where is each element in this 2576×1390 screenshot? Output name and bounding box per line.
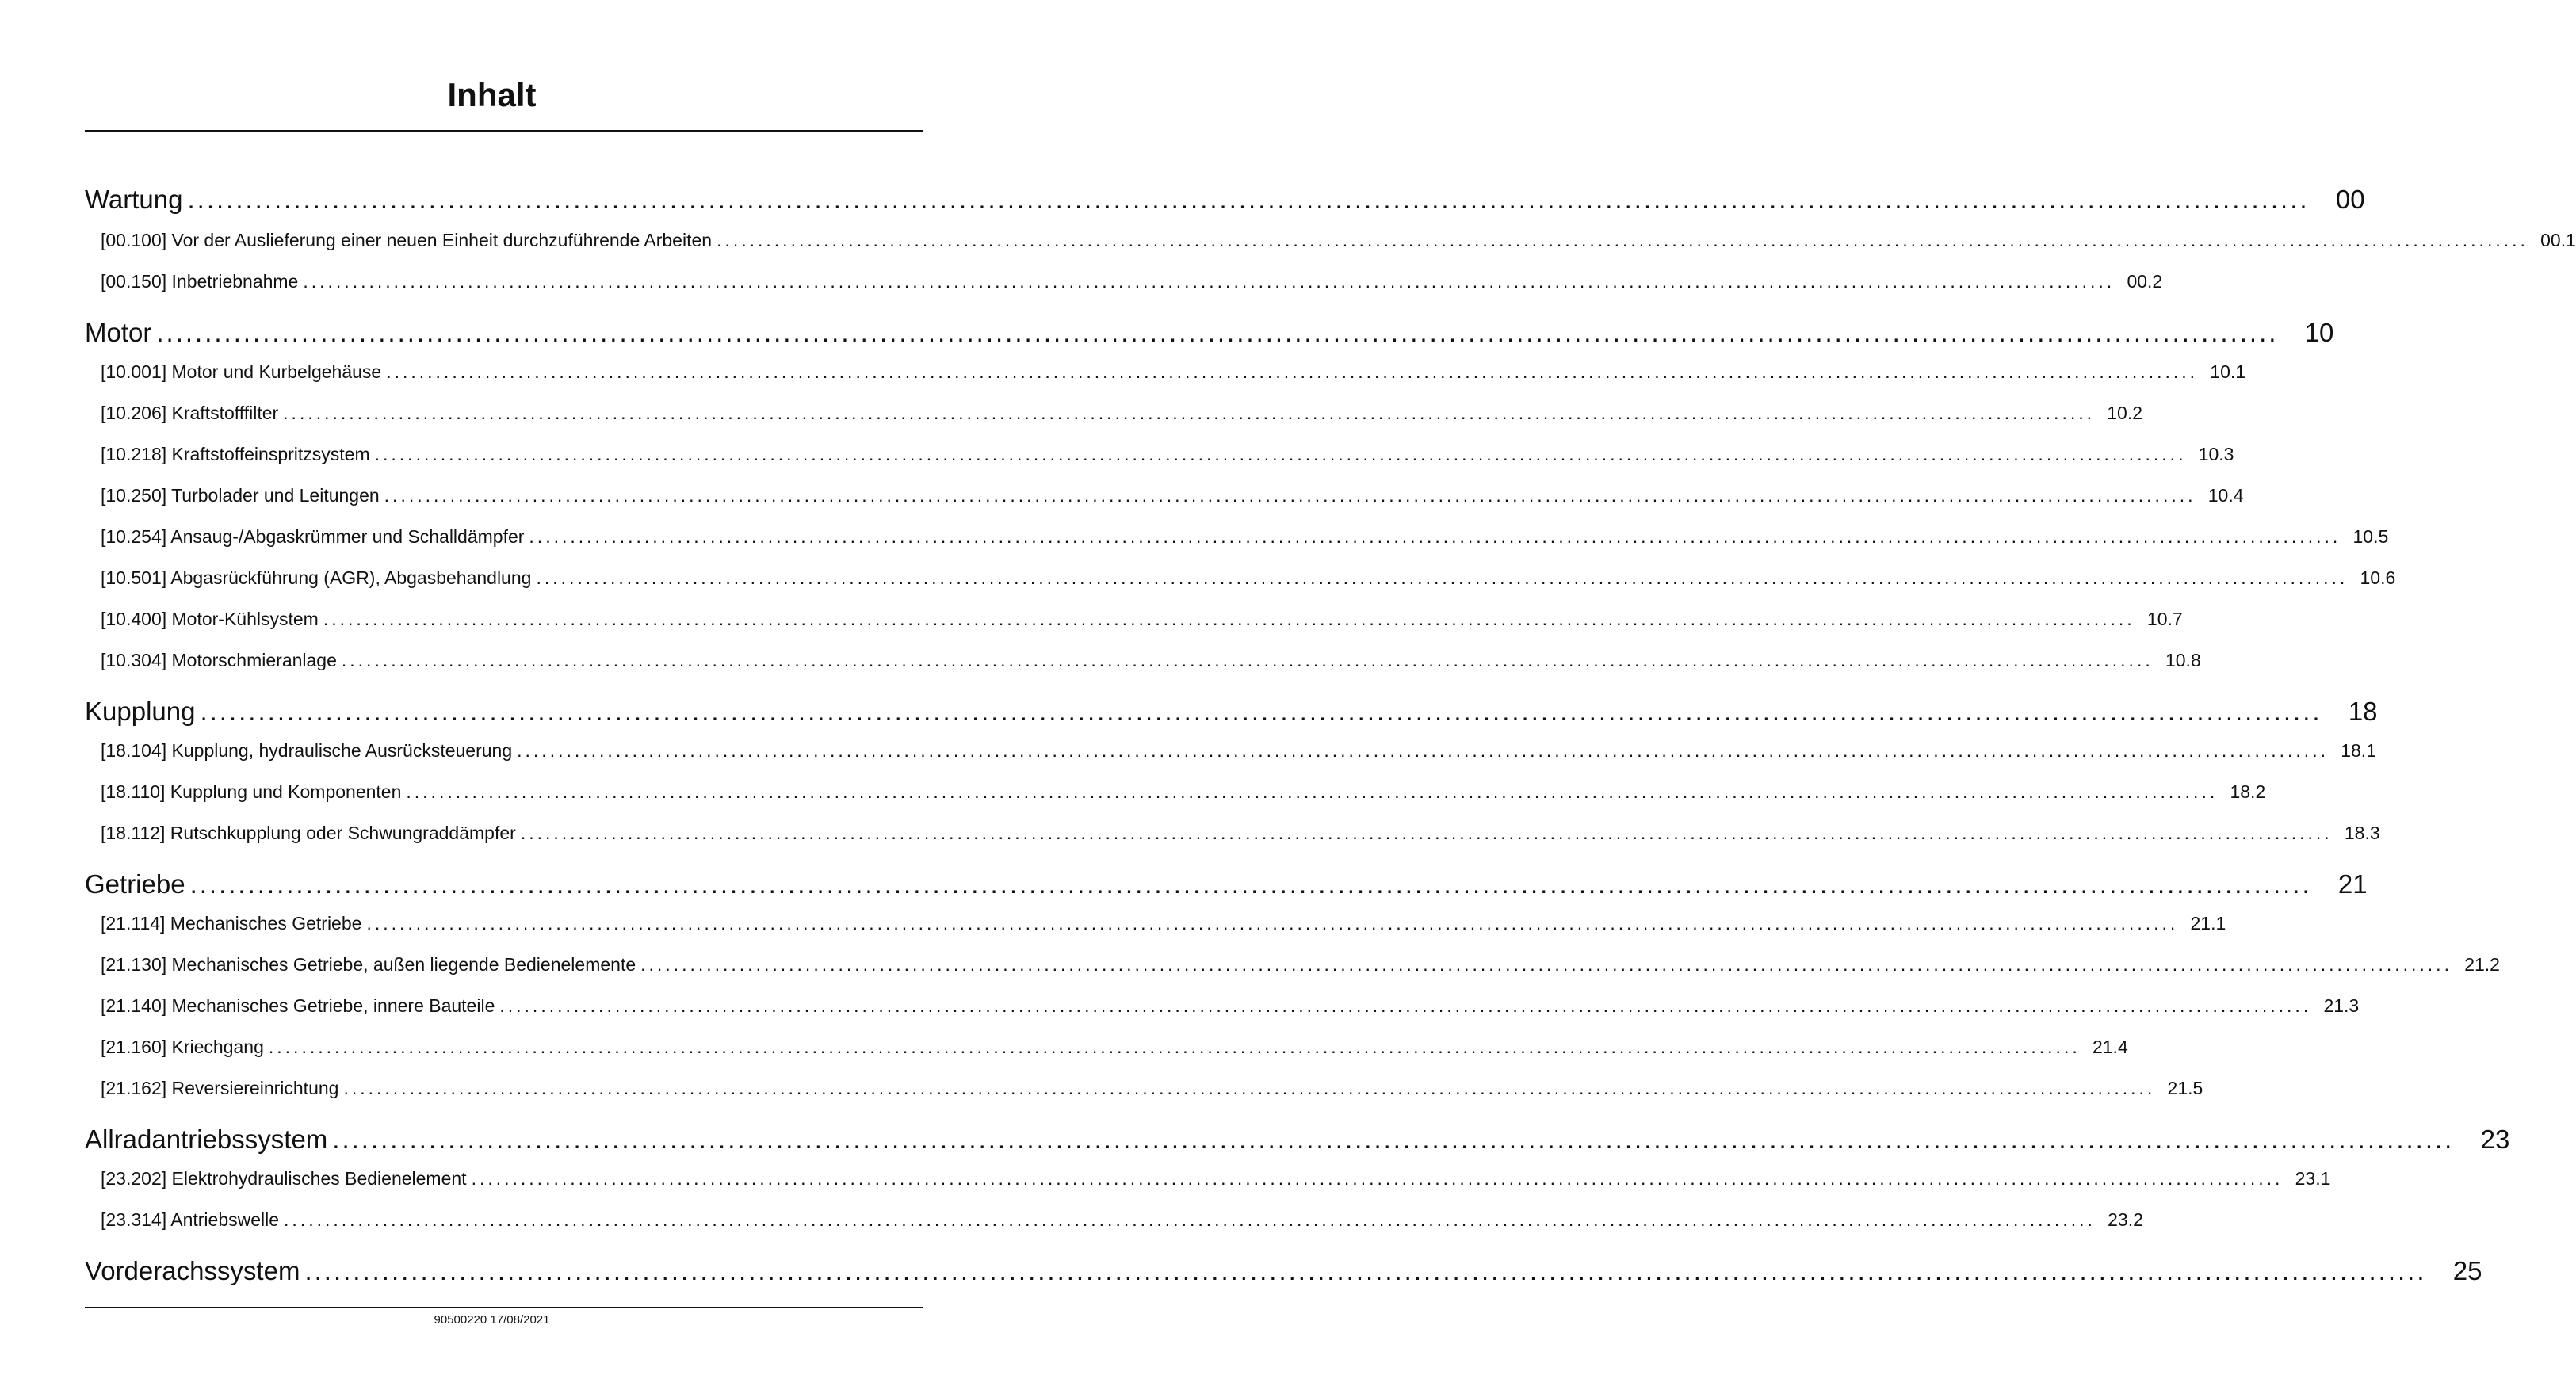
toc-entry-label: [23.202] Elektrohydraulisches Bedienelement bbox=[101, 1168, 467, 1189]
toc-subsection-entry[interactable] bbox=[101, 1076, 2203, 1100]
toc-entry-label: [10.304] Motorschmieranlage bbox=[101, 650, 337, 670]
toc-entry-label: [10.501] Abgasrückführung (AGR), Abgasbehandlung bbox=[101, 567, 532, 588]
toc-entry-label: Motor bbox=[85, 318, 152, 347]
toc-subsection-entry[interactable] bbox=[101, 566, 2396, 590]
toc-entry-page: 18.3 bbox=[2344, 823, 2380, 843]
toc-entry-page: 10.8 bbox=[2165, 650, 2201, 670]
toc-dot-leader: ............................................................................................................................................................................................................................ bbox=[283, 403, 2096, 423]
toc-dot-leader: ............................................................................................................................................................................................................................ bbox=[304, 1256, 2427, 1285]
toc-entry-page: 25 bbox=[2452, 1256, 2482, 1285]
toc-subsection-entry[interactable] bbox=[101, 739, 2376, 762]
toc-entry-label: [21.114] Mechanisches Getriebe bbox=[101, 913, 362, 934]
toc-dot-leader: ............................................................................................................................................................................................................................ bbox=[189, 869, 2312, 899]
toc-subsection-entry[interactable] bbox=[101, 483, 2244, 507]
toc-entry-label: [00.150] Inbetriebnahme bbox=[101, 271, 299, 292]
toc-entry-label: Kupplung bbox=[85, 697, 196, 726]
toc-dot-leader: ............................................................................................................................................................................................................................ bbox=[499, 995, 2312, 1016]
page-title: Inhalt bbox=[447, 76, 537, 113]
toc-dot-leader: ............................................................................................................................................................................................................................ bbox=[341, 650, 2154, 670]
toc-entry-label: [21.162] Reversiereinrichtung bbox=[101, 1078, 339, 1098]
toc-entry-page: 21 bbox=[2337, 869, 2368, 899]
toc-entry-page: 21.1 bbox=[2190, 913, 2226, 934]
toc-dot-leader: ............................................................................................................................................................................................................................ bbox=[386, 361, 2199, 382]
toc-dot-leader: ............................................................................................................................................................................................................................ bbox=[323, 609, 2135, 629]
toc-subsection-entry[interactable] bbox=[101, 911, 2226, 935]
toc-entry-page: 10.4 bbox=[2207, 485, 2244, 506]
toc-section-entry[interactable] bbox=[85, 696, 2378, 727]
toc-dot-leader: ............................................................................................................................................................................................................................ bbox=[536, 567, 2349, 588]
toc-dot-leader: ............................................................................................................................................................................................................................ bbox=[268, 1037, 2081, 1057]
toc-entry-page: 18.1 bbox=[2341, 740, 2376, 761]
toc-subsection-entry[interactable] bbox=[101, 780, 2266, 804]
toc-subsection-entry[interactable] bbox=[101, 994, 2360, 1018]
toc-dot-leader: ............................................................................................................................................................................................................................ bbox=[187, 185, 2310, 214]
toc-subsection-entry[interactable] bbox=[101, 953, 2500, 976]
toc-entry-label: Wartung bbox=[85, 185, 183, 214]
toc-dot-leader: ............................................................................................................................................................................................................................ bbox=[384, 485, 2196, 506]
toc-entry-label: [10.400] Motor-Kühlsystem bbox=[101, 609, 319, 629]
toc-entry-page: 00 bbox=[2335, 185, 2365, 214]
toc-entry-label: Allradantriebssystem bbox=[85, 1125, 328, 1154]
toc-entry-label: [18.110] Kupplung und Komponenten bbox=[101, 781, 402, 802]
toc-entry-label: [18.104] Kupplung, hydraulische Ausrücksteuerung bbox=[101, 740, 513, 761]
toc-dot-leader: ............................................................................................................................................................................................................................ bbox=[640, 954, 2452, 975]
toc-dot-leader: ............................................................................................................................................................................................................................ bbox=[374, 444, 2187, 464]
toc-dot-leader: ............................................................................................................................................................................................................................ bbox=[200, 697, 2322, 726]
toc-entry-label: Getriebe bbox=[85, 869, 185, 899]
toc-entry-page: 10.5 bbox=[2352, 526, 2389, 547]
toc-dot-leader: ............................................................................................................................................................................................................................ bbox=[366, 913, 2179, 934]
toc-entry-page: 21.3 bbox=[2323, 995, 2360, 1016]
toc-entry-label: [23.314] Antriebswelle bbox=[101, 1209, 280, 1230]
toc-entry-page: 18.2 bbox=[2230, 781, 2266, 802]
footer-divider bbox=[85, 1307, 923, 1308]
toc-entry-label: [18.112] Rutschkupplung oder Schwungraddämpfer bbox=[101, 823, 516, 843]
toc-entry-page: 10.7 bbox=[2146, 609, 2183, 629]
toc-entry-label: [21.140] Mechanisches Getriebe, innere Bauteile bbox=[101, 995, 495, 1016]
toc-entry-page: 10.2 bbox=[2107, 403, 2143, 423]
footer-doc-id: 90500220 17/08/2021 bbox=[434, 1313, 550, 1327]
toc-subsection-entry[interactable] bbox=[101, 1167, 2331, 1190]
toc-entry-label: [10.001] Motor und Kurbelgehäuse bbox=[101, 361, 382, 382]
toc-entry-label: [10.206] Kraftstofffilter bbox=[101, 403, 279, 423]
toc-entry-label: Vorderachssystem bbox=[85, 1256, 300, 1285]
toc-subsection-entry[interactable] bbox=[101, 648, 2201, 672]
toc-entry-label: [10.250] Turbolader und Leitungen bbox=[101, 485, 380, 506]
toc-entry-label: [00.100] Vor der Auslieferung einer neuen Einheit durchzuführende Arbeiten bbox=[101, 230, 713, 250]
toc-subsection-entry[interactable] bbox=[101, 1208, 2143, 1232]
toc-section-entry[interactable] bbox=[85, 1255, 2482, 1287]
toc-subsection-entry[interactable] bbox=[101, 1035, 2128, 1059]
toc-entry-page: 23 bbox=[2480, 1125, 2510, 1154]
toc-entry-page: 10.6 bbox=[2360, 567, 2396, 588]
toc-dot-leader: ............................................................................................................................................................................................................................ bbox=[406, 781, 2219, 802]
toc-entry-label: [21.160] Kriechgang bbox=[101, 1037, 264, 1057]
toc-subsection-entry[interactable] bbox=[101, 525, 2389, 548]
toc-entry-page: 10.3 bbox=[2198, 444, 2234, 464]
toc-entry-page: 00.2 bbox=[2127, 271, 2163, 292]
toc-dot-leader: ............................................................................................................................................................................................................................ bbox=[332, 1125, 2455, 1154]
toc-subsection-entry[interactable] bbox=[101, 607, 2183, 631]
toc-subsection-entry[interactable] bbox=[101, 401, 2143, 425]
toc-subsection-entry[interactable] bbox=[101, 269, 2163, 293]
toc-section-entry[interactable] bbox=[85, 869, 2368, 900]
toc-entry-label: [10.254] Ansaug-/Abgaskrümmer und Schalldämpfer bbox=[101, 526, 525, 547]
toc-entry-page: 21.4 bbox=[2092, 1037, 2128, 1057]
toc-entry-page: 21.2 bbox=[2464, 954, 2500, 975]
toc-entry-page: 21.5 bbox=[2167, 1078, 2203, 1098]
toc-dot-leader: ............................................................................................................................................................................................................................ bbox=[520, 823, 2333, 843]
toc-section-entry[interactable] bbox=[85, 184, 2365, 216]
toc-entry-page: 10 bbox=[2304, 318, 2334, 347]
toc-dot-leader: ............................................................................................................................................................................................................................ bbox=[517, 740, 2329, 761]
toc-dot-leader: ............................................................................................................................................................................................................................ bbox=[471, 1168, 2284, 1189]
toc-dot-leader: ............................................................................................................................................................................................................................ bbox=[529, 526, 2341, 547]
toc-dot-leader: ............................................................................................................................................................................................................................ bbox=[303, 271, 2115, 292]
title-divider bbox=[85, 130, 923, 132]
toc-entry-page: 00.1 bbox=[2540, 230, 2576, 250]
toc-entry-page: 23.1 bbox=[2295, 1168, 2331, 1189]
toc-subsection-entry[interactable] bbox=[101, 228, 2576, 252]
toc-entry-label: [10.218] Kraftstoffeinspritzsystem bbox=[101, 444, 370, 464]
toc-dot-leader: ............................................................................................................................................................................................................................ bbox=[156, 318, 2279, 347]
toc-entry-label: [21.130] Mechanisches Getriebe, außen liegende Bedienelemente bbox=[101, 954, 636, 975]
toc-dot-leader: ............................................................................................................................................................................................................................ bbox=[343, 1078, 2156, 1098]
toc-dot-leader: ............................................................................................................................................................................................................................ bbox=[284, 1209, 2096, 1230]
toc-subsection-entry[interactable] bbox=[101, 821, 2380, 845]
toc-subsection-entry[interactable] bbox=[101, 442, 2234, 466]
toc-subsection-entry[interactable] bbox=[101, 360, 2246, 384]
toc-dot-leader: ............................................................................................................................................................................................................................ bbox=[717, 230, 2528, 250]
toc-entry-page: 23.2 bbox=[2108, 1209, 2143, 1230]
toc-section-entry[interactable] bbox=[85, 317, 2334, 349]
toc-entry-page: 10.1 bbox=[2210, 361, 2246, 382]
toc-entry-page: 18 bbox=[2348, 697, 2378, 726]
toc-section-entry[interactable] bbox=[85, 1124, 2510, 1155]
